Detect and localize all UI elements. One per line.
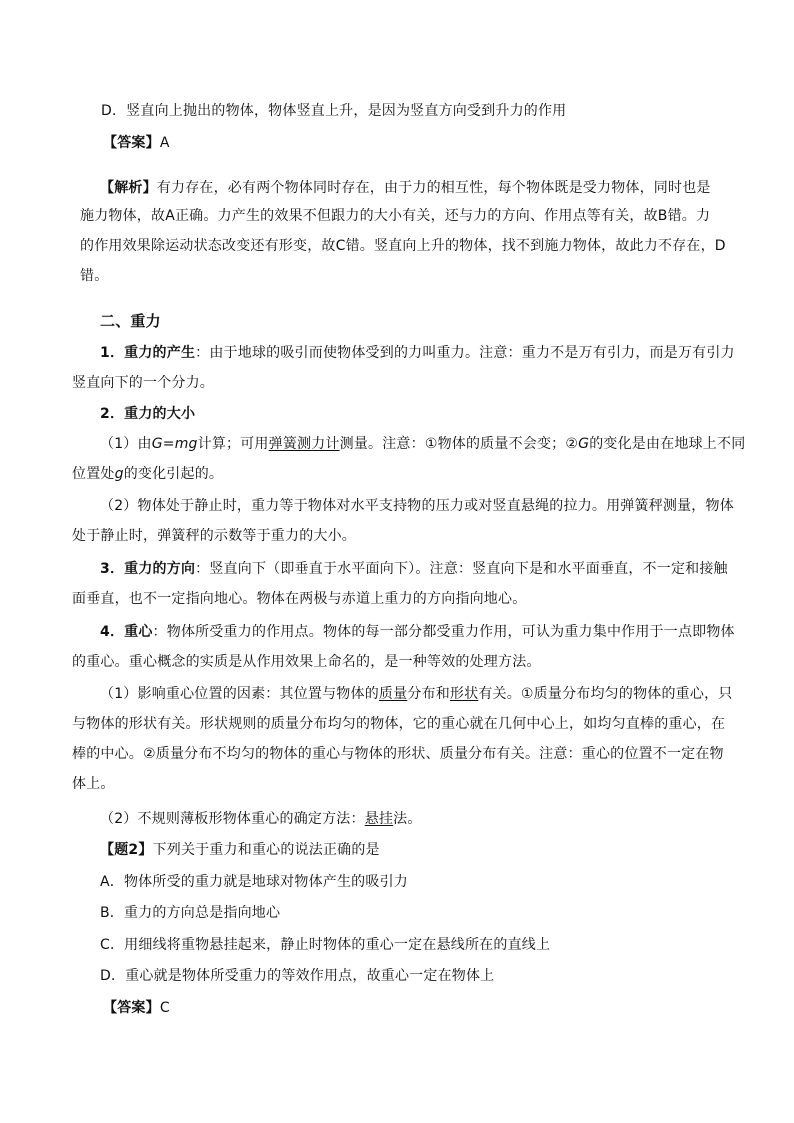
question-stem: 下列关于重力和重心的说法正确的是 [152,842,380,858]
p3-label: 3．重力的方向 [100,561,196,577]
p3-line-2: 面垂直，也不一定指向地心。物体在两极与赤道上重力的方向指向地心。 [72,591,527,607]
mass-term: 质量 [378,686,408,702]
p4-1-a: （1）影响重心位置的因素：其位置与物体的 [100,686,379,702]
analysis-line-4: 错。 [80,268,109,284]
p4-1-line-3: 棒的中心。②质量分布不均匀的物体的重心与物体的形状、质量分布有关。注意：重心的位置不一定在物 [72,746,724,762]
answer-value: A [159,135,170,151]
p2-1-d: 的变化是由在地球上不同 [589,436,746,452]
shape-term: 形状 [449,686,479,702]
p2-title: 2．重力的大小 [100,406,196,422]
option-d-prev: D．竖直向上抛出的物体，物体竖直上升，是因为竖直方向受到升力的作用 [101,103,567,119]
p4-label: 4．重心 [100,624,153,640]
p2-1-b: 计算；可用 [197,436,269,452]
answer-2 [103,998,170,1018]
p3-text-1: ：竖直向下（即垂直于水平面向下）。注意：竖直向下是和水平面垂直，不一定和接触 [195,561,728,577]
p4-1-line-4: 体上。 [72,776,115,792]
p2-1-line-1 [100,434,745,454]
p4-1-line-1 [100,684,732,704]
analysis-label: 【解析】 [100,180,157,196]
p2-2-line-2: 处于静止时，弹簧秤的示数等于重力的大小。 [72,528,356,544]
g-small-symbol: g [114,466,124,482]
p2-1-e: 位置处 [72,466,115,482]
option-b: B．重力的方向总是指向地心 [100,905,281,921]
question-2-stem [100,840,380,860]
spring-scale-term: 弹簧测力计 [268,436,340,452]
p4-text-1: ：物体所受重力的作用点。物体的每一部分都受重力作用，可认为重力集中作用于一点即物体 [152,624,735,640]
p4-line-1 [100,622,735,642]
g-symbol: G [578,436,590,452]
p4-line-2: 的重心。重心概念的实质是从作用效果上命名的，是一种等效的处理方法。 [72,654,541,670]
analysis-line-3: 的作用效果除运动状态改变还有形变，故C错。竖直向上升的物体，找不到施力物体，故此力不存在，D [80,238,726,254]
p4-1-c: 有关。①质量分布均匀的物体的重心，只 [478,686,733,702]
p2-1-f: 的变化引起的。 [123,466,224,482]
p2-1-c: 测量。注意：①物体的质量不会变；② [339,436,579,452]
analysis-line-1 [100,178,711,198]
p2-2-line-1: （2）物体处于静止时，重力等于物体对水平支持物的压力或对竖直悬绳的拉力。用弹簧秤测量，物体 [100,498,734,514]
answer-label: 【答案】 [103,135,160,151]
suspension-term: 悬挂 [364,811,394,827]
p2-1-a: （1）由 [100,436,152,452]
p4-1-b: 分布和 [407,686,450,702]
p1-text-1: ：由于地球的吸引而使物体受到的力叫重力。注意：重力不是万有引力，而是万有引力 [195,345,735,361]
answer-value: C [159,1000,170,1016]
question-label: 【题2】 [100,842,153,858]
answer-label: 【答案】 [103,1000,160,1016]
option-d: D．重心就是物体所受重力的等效作用点，故重心一定在物体上 [100,968,495,984]
option-a: A．物体所受的重力就是地球对物体产生的吸引力 [100,874,408,890]
p1-label: 1．重力的产生 [100,345,196,361]
option-c: C．用细线将重物悬挂起来，静止时物体的重心一定在悬线所在的直线上 [100,937,551,953]
p4-2-b: 法。 [393,811,422,827]
section-title: 二、重力 [100,312,161,330]
p2-1-line-2 [72,464,223,484]
p1-line-1 [100,343,735,363]
p1-line-2: 竖直向下的一个分力。 [72,375,214,391]
p4-1-line-2: 与物体的形状有关。形状规则的质量分布均匀的物体，它的重心就在几何中心上，如均匀直棒的重心，在 [72,716,726,732]
formula: G=mg [151,436,198,452]
p4-2-a: （2）不规则薄板形物体重心的确定方法： [100,811,365,827]
analysis-line-2: 施力物体，故A正确。力产生的效果不但跟力的大小有关，还与力的方向、作用点等有关，故B错。力 [80,208,711,224]
analysis-text-1: 有力存在，必有两个物体同时存在，由于力的相互性，每个物体既是受力物体，同时也是 [156,180,711,196]
p4-2-line [100,809,422,829]
p3-line-1 [100,559,728,579]
answer-1 [103,133,170,153]
